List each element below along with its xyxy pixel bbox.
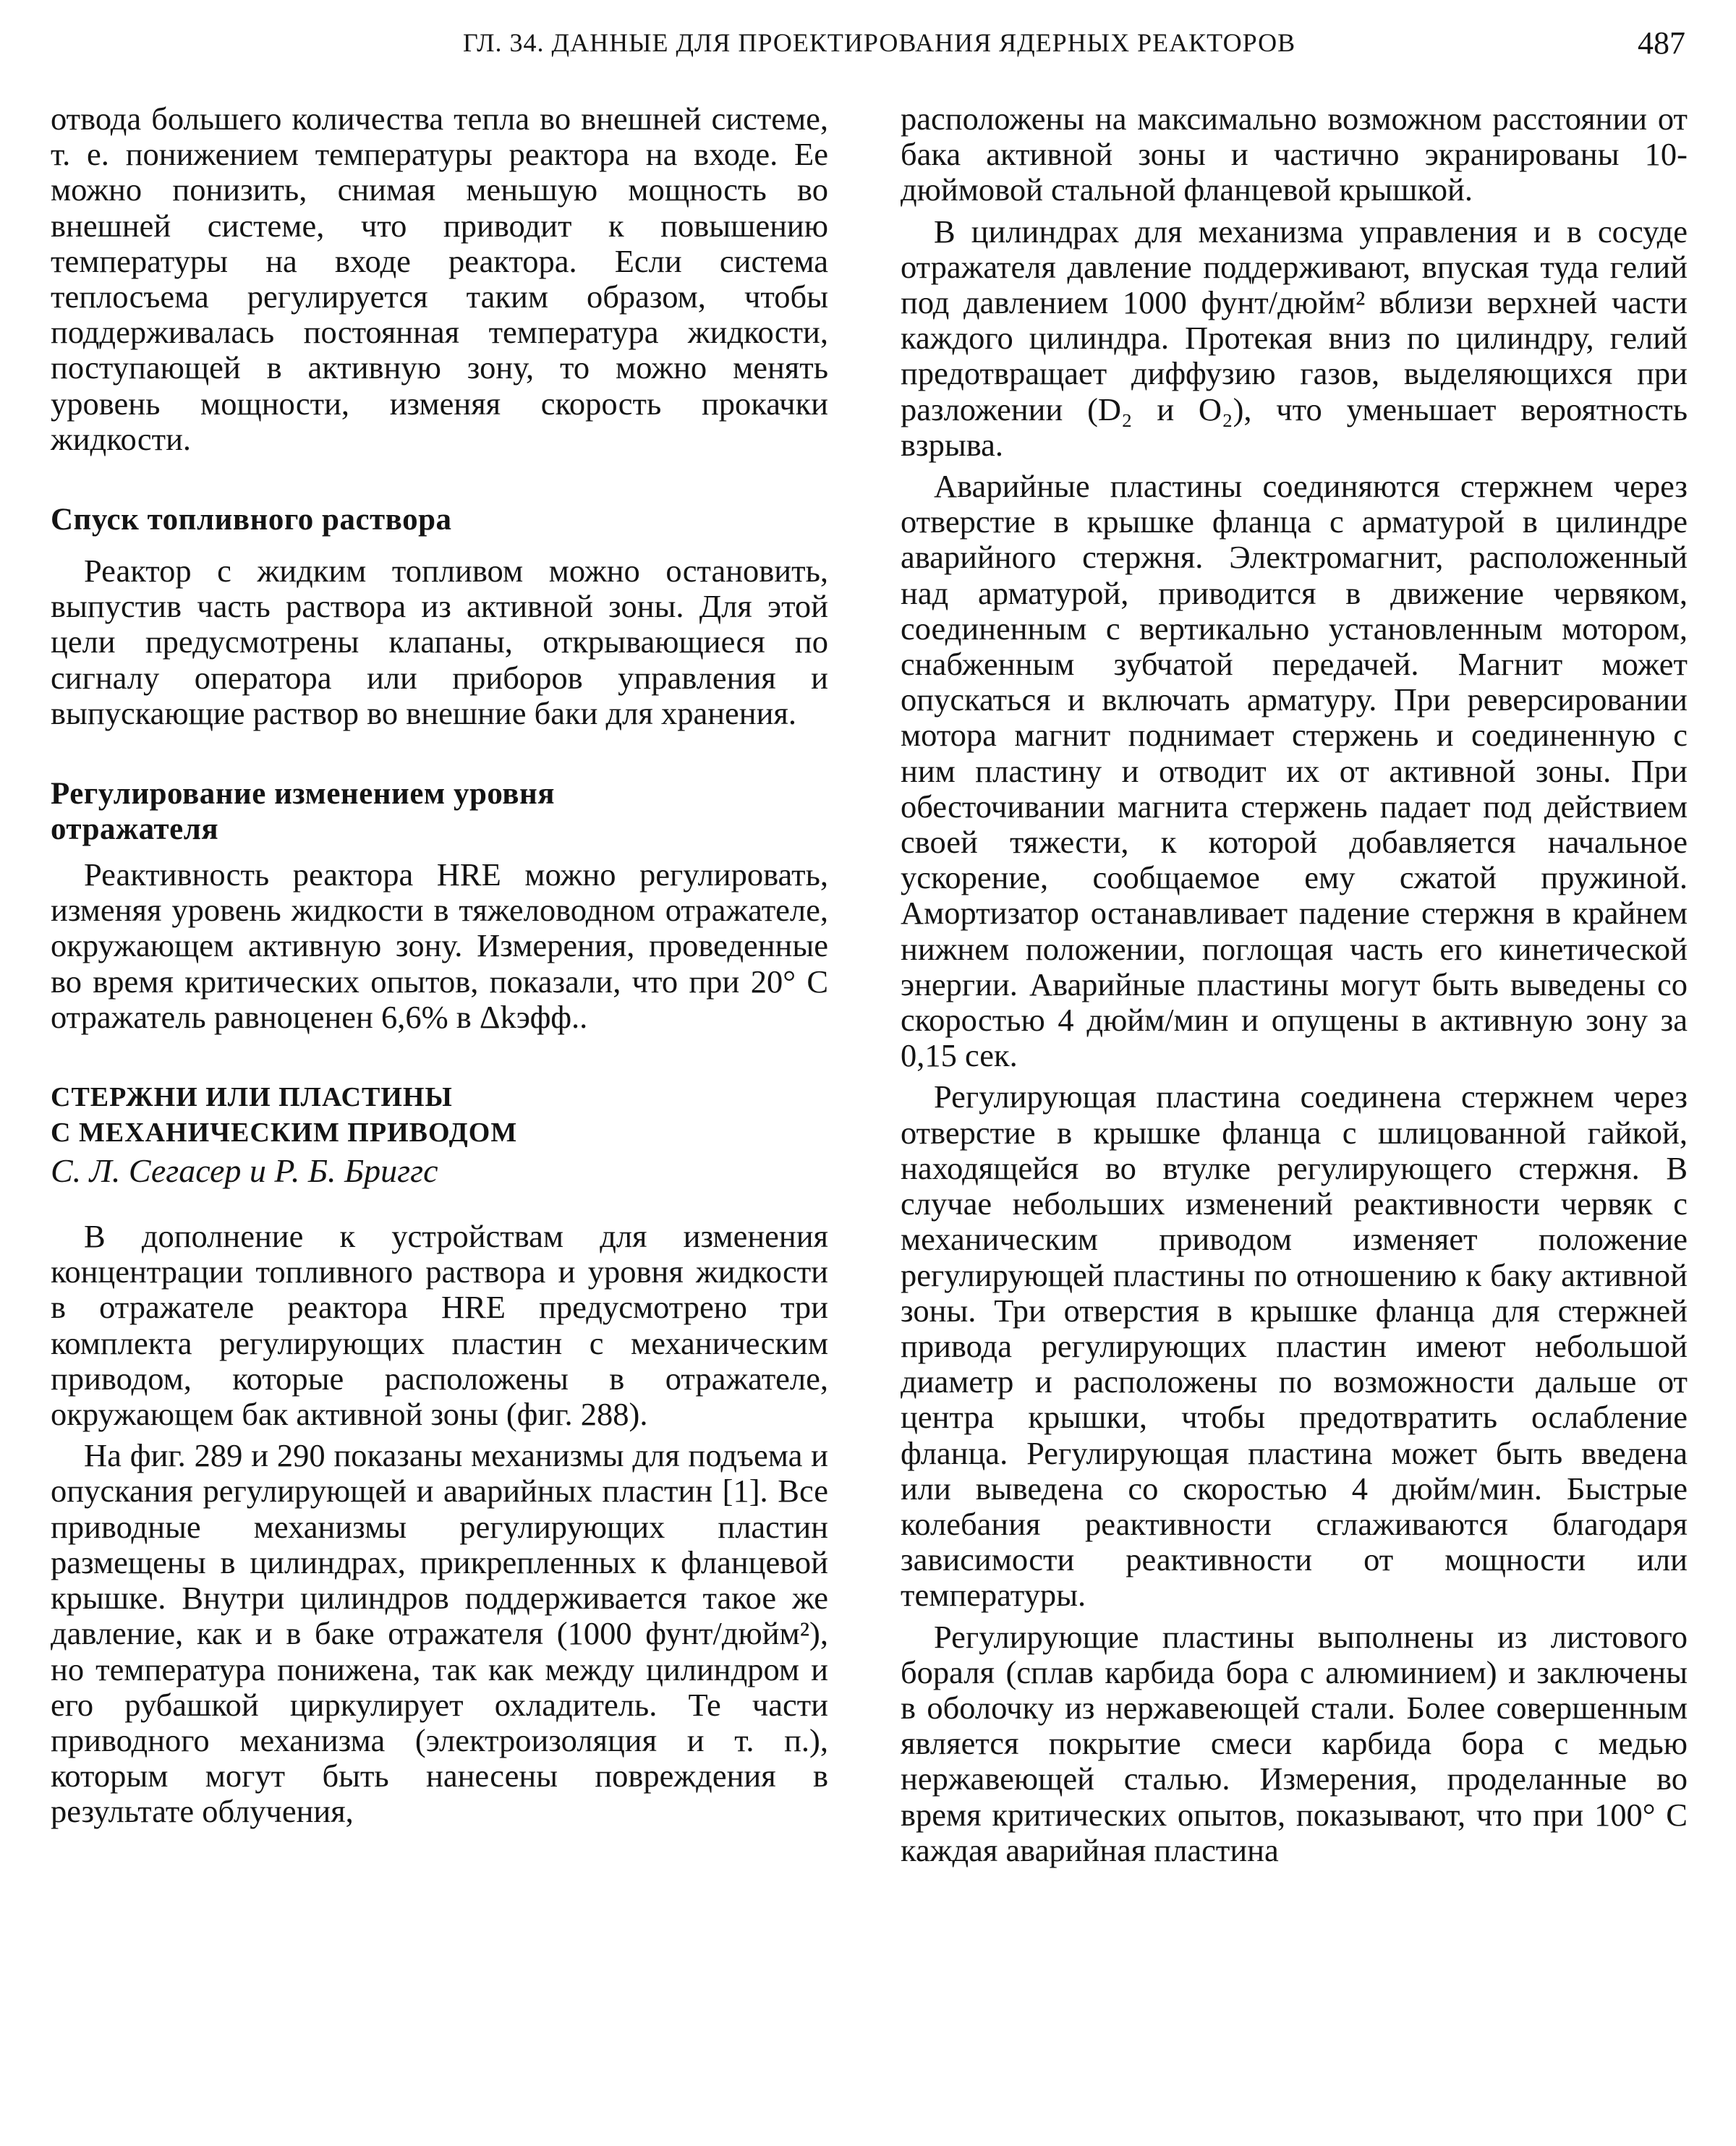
left-column <box>51 101 828 1830</box>
paragraph: В цилиндрах для механизма управления и в сосуде отражателя давление поддерживают, впуская туда гелий под давлением 1000 фунт/дюйм² вблизи верхней части каждого цилиндра. Протекая вниз по цилиндру, гелий предотвращает диффузию газов, выделяющихся при разложении (D₂ и O₂), что уменьшает вероятность взрыва. <box>901 213 1688 463</box>
paragraph: На фиг. 289 и 290 показаны механизмы для подъема и опускания регулирующей и аварийных пластин [1]. Все приводные механизмы регулирующих пластин размещены в цилиндрах, прикрепленных к фланцевой крышке. Внутри цилиндров поддерживается такое же давление, как и в баке отражателя (1000 фунт/дюйм²), но температура понижена, так как между цилиндром и его рубашкой циркулирует охладитель. Те части приводного механизма (электроизоляция и т. п.), которым могут быть нанесены повреждения в результате облучения, <box>51 1437 828 1830</box>
page-number: 487 <box>1638 25 1685 61</box>
running-head <box>43 27 1685 71</box>
section-heading-line: отражателя <box>51 812 219 847</box>
authors: С. Л. Сегасер и Р. Б. Бриггс <box>51 1152 438 1190</box>
paragraph: отвода большего количества тепла во внешней системе, т. е. понижением температуры реактора на входе. Ее можно понизить, снимая меньшую мощность во внешней системе, что приводит к повышению температуры на входе реактора. Если система теплосъема регулируется таким образом, чтобы поддерживалась постоянная температура жидкости, поступающей в активную зону, то можно менять уровень мощности, изменяя скорость прокачки жидкости. <box>51 101 828 457</box>
paragraph: Реактивность реактора HRE можно регулировать, изменяя уровень жидкости в тяжеловодном отражателе, окружающем активную зону. Измерения, проведенные во время критических опытов, показали, что при 20° С отражатель равноценен 6,6% в Δkэфф.. <box>51 856 828 1035</box>
paragraph: Регулирующая пластина соединена стержнем через отверстие в крышке фланца с шлицованной гайкой, находящейся во втулке регулирующего стержня. В случае небольших изменений реактивности червяк с механическим приводом изменяет положение регулирующей пластины по отношению к баку активной зоны. Три отверстия в крышке фланца для стержней привода регулирующих пластин имеют небольшой диаметр и расположены по возможности дальше от центра крышки, чтобы предотвратить ослабление фланца. Регулирующая пластина может быть введена или выведена со скоростью 4 дюйм/мин. Быстрые колебания реактивности сглаживаются благодаря зависимости реактивности от мощности или температуры. <box>901 1078 1688 1614</box>
paragraph: В дополнение к устройствам для изменения концентрации топливного раствора и уровня жидкости в отражателе реактора HRE предусмотрено три комплекта регулирующих пластин с механическим приводом, которые расположены в отражателе, окружающем бак активной зоны (фиг. 288). <box>51 1218 828 1433</box>
section-heading: Спуск топливного раствора <box>51 503 452 537</box>
right-column <box>901 101 1688 1868</box>
paragraph: Аварийные пластины соединяются стержнем через отверстие в крышке фланца с арматурой в цилиндре аварийного стержня. Электромагнит, расположенный над арматурой, приводится в движение червяком, соединенным с вертикально установленным мотором, снабженным зубчатой передачей. Магнит может опускаться и включать арматуру. При реверсировании мотора магнит поднимает стержень и соединенную с ним пластину и отводит их от активной зоны. При обесточивании магнита стержень падает под действием своей тяжести, к которой добавляется начальное ускорение, сообщаемое ему сжатой пружиной. Амортизатор останавливает падение стержня в крайнем нижнем положении, поглощая часть его кинетической энергии. Аварийные пластины могут быть выведены со скоростью 4 дюйм/мин и опущены в активную зону за 0,15 сек. <box>901 468 1688 1074</box>
paragraph: расположены на максимально возможном расстоянии от бака активной зоны и частично экранированы 10-дюймовой стальной фланцевой крышкой. <box>901 101 1688 208</box>
chapter-section-heading-line: СТЕРЖНИ ИЛИ ПЛАСТИНЫ <box>51 1082 453 1113</box>
running-title: ГЛ. 34. ДАННЫЕ ДЛЯ ПРОЕКТИРОВАНИЯ ЯДЕРНЫХ РЕАКТОРОВ <box>463 28 1296 57</box>
section-heading-line: Регулирование изменением уровня <box>51 777 556 812</box>
paragraph: Реактор с жидким топливом можно остановить, выпустив часть раствора из активной зоны. Для этой цели предусмотрены клапаны, открывающиеся по сигналу оператора или приборов управления и выпускающие раствор во внешние баки для хранения. <box>51 553 828 731</box>
chapter-section-heading-line: С МЕХАНИЧЕСКИМ ПРИВОДОМ <box>51 1117 518 1149</box>
paragraph: Регулирующие пластины выполнены из листового бораля (сплав карбида бора с алюминием) и заключены в оболочку из нержавеющей стали. Более совершенным является покрытие смеси карбида бора с медью нержавеющей сталью. Измерения, проделанные во время критических опытов, показывают, что при 100° С каждая аварийная пластина <box>901 1618 1688 1868</box>
